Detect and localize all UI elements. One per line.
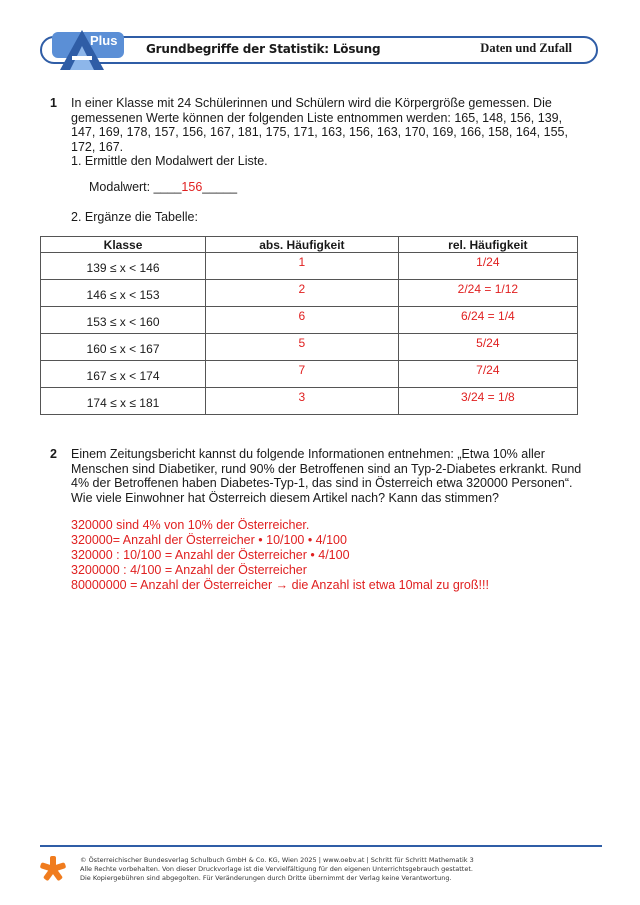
rel-value: 5/24 [476,336,500,350]
table-row [41,307,578,334]
logo-text: Plus [90,33,118,48]
column-header-abs: abs. Häufigkeit [206,237,399,253]
footer-rule [40,845,602,847]
klasse-cell: 139 ≤ x < 146 [41,253,206,280]
klasse-cell: 153 ≤ x < 160 [41,307,206,334]
klasse-cell: 146 ≤ x < 153 [41,280,206,307]
table-row [41,334,578,361]
rel-value: 6/24 = 1/4 [460,309,515,323]
task-2-line-4: Wie viele Einwohner hat Österreich diesem Artikel nach? Kann das stimmen? [71,490,499,505]
subject-label: Daten und Zufall [480,41,572,55]
abs-cell [206,253,399,280]
task-1-line-3: 147, 169, 178, 157, 156, 167, 181, 175, 171, 163, 156, 163, 170, 169, 166, 158, 164, 155, [71,125,568,139]
task-1-line-1: In einer Klasse mit 24 Schülerinnen und Schülern wird die Körpergröße gemessen. Die [71,96,552,110]
table-row [41,280,578,307]
table-row [41,388,578,415]
abs-cell [206,307,399,334]
abs-value: 5 [298,336,306,350]
page-title: Grundbegriffe der Statistik: Lösung [146,42,381,56]
task-1-line-2: gemessenen Werte können der folgenden Liste entnommen werden: 165, 148, 156, 139, [71,110,563,125]
klasse-cell: 160 ≤ x < 167 [41,334,206,361]
column-header-rel: rel. Häufigkeit [398,237,577,253]
abs-cell [206,334,399,361]
rel-cell [398,334,577,361]
abs-value: 7 [298,363,306,377]
table-header-row [41,237,578,253]
answer-line: 320000 : 10/100 = Anzahl der Österreicher • 4/100 [71,548,350,562]
rel-value: 1/24 [476,255,500,269]
modal-tail: _____ [202,180,238,194]
answer-line: 3200000 : 4/100 = Anzahl der Österreicher [71,563,307,577]
rel-cell [398,307,577,334]
answer-line: 80000000 = Anzahl der Österreicher → die Anzahl ist etwa 10mal zu groß!!! [71,578,489,592]
rel-value: 3/24 = 1/8 [460,390,515,404]
modal-answer [89,180,237,195]
answer-line: 320000= Anzahl der Österreicher • 10/100 • 4/100 [71,533,347,547]
task-2-number: 2 [50,447,57,461]
modal-label: Modalwert: ____ [89,180,182,194]
task-2-line-2: Menschen sind Diabetiker, rund 90% der Betroffenen sind an Typ-2-Diabetes erkrankt. Rund [71,461,582,476]
modal-value: 156 [181,180,203,194]
footer-rights: Alle Rechte vorbehalten. Von dieser Druckvorlage ist die Vervielfältigung für den eigenen Unterrichtsgebrauch gestattet. [80,865,473,873]
rel-value: 7/24 [476,363,500,377]
abs-value: 6 [298,309,306,323]
table-row [41,253,578,280]
rel-value: 2/24 = 1/12 [457,282,519,296]
abs-value: 1 [298,255,306,269]
answer-line: 320000 sind 4% von 10% der Österreicher. [71,518,310,532]
task-2-text [71,447,581,505]
frequency-table [40,236,578,415]
task-1-sub-2: 2. Ergänze die Tabelle: [71,210,198,224]
task-1-line-4: 172, 167. [71,139,124,154]
footer-copyright: © Österreichischer Bundesverlag Schulbuch GmbH & Co. KG, Wien 2025 | www.oebv.at | Schritt für Schritt Mathematik 3 [80,856,474,864]
task-2-line-3: 4% der Betroffenen haben Diabetes-Typ-1, das sind in Österreich etwa 320000 Personen“. [71,476,573,490]
abs-cell [206,388,399,415]
rel-cell [398,361,577,388]
task-2-answers [71,518,489,593]
task-1-text [71,96,568,169]
rel-cell [398,280,577,307]
task-1-sub-1: 1. Ermittle den Modalwert der Liste. [71,154,268,168]
klasse-cell: 167 ≤ x < 174 [41,361,206,388]
publisher-star-icon [38,854,68,884]
klasse-cell: 174 ≤ x ≤ 181 [41,388,206,415]
abs-cell [206,361,399,388]
rel-cell [398,388,577,415]
abs-value: 2 [298,282,306,296]
task-1-number: 1 [50,96,57,110]
column-header-klasse: Klasse [41,237,206,253]
rel-cell [398,253,577,280]
footer-fees: Die Kopiergebühren sind abgegolten. Für Veränderungen durch Dritte übernimmt der Verlag keine Verantwortung. [80,874,452,882]
abs-cell [206,280,399,307]
task-2-line-1: Einem Zeitungsbericht kannst du folgende Informationen entnehmen: „Etwa 10% aller [71,447,545,461]
abs-value: 3 [298,390,306,404]
table-row [41,361,578,388]
